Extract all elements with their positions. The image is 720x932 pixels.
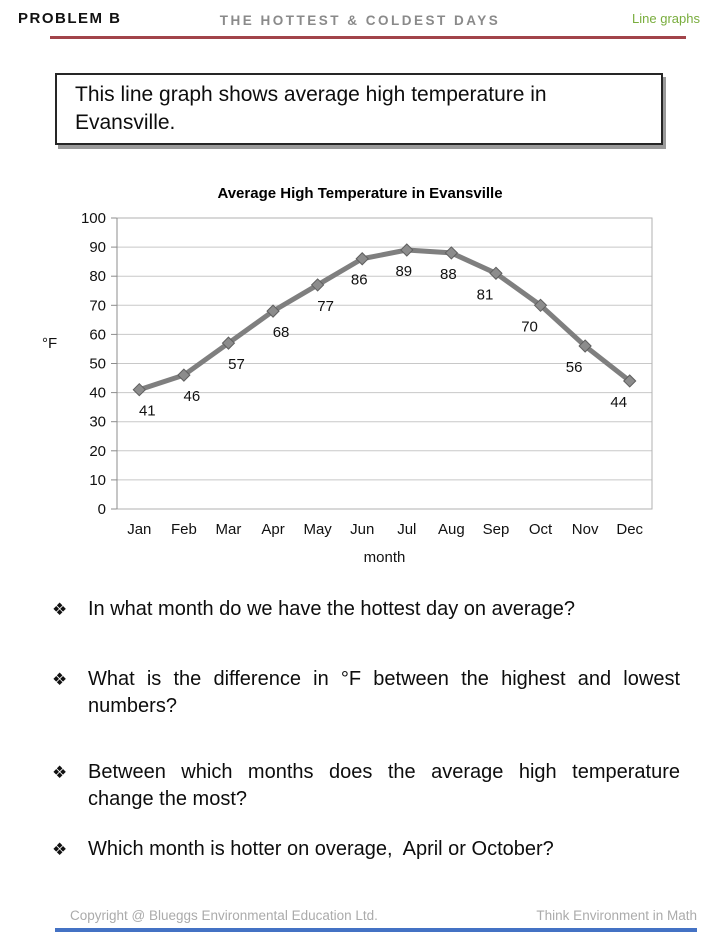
question-item	[40, 836, 680, 863]
header-rule	[50, 36, 686, 39]
svg-text:month: month	[363, 549, 406, 566]
question-item	[40, 759, 680, 813]
question-text: What is the difference in °F between the highest and lowest numbers?	[88, 668, 680, 717]
svg-text:30: 30	[89, 413, 106, 431]
svg-text:°F: °F	[42, 335, 58, 353]
question-list	[0, 596, 720, 863]
svg-text:10: 10	[89, 471, 106, 489]
svg-text:41: 41	[138, 402, 156, 420]
svg-text:Jul: Jul	[397, 521, 417, 538]
svg-text:89: 89	[395, 263, 413, 281]
svg-text:0: 0	[97, 501, 106, 518]
svg-text:Apr: Apr	[261, 521, 285, 538]
header-title: THE HOTTEST & COLDEST DAYS	[219, 13, 501, 28]
svg-text:May: May	[303, 521, 332, 538]
intro-box	[55, 73, 663, 145]
svg-text:Sep: Sep	[482, 521, 510, 538]
chart-area	[0, 173, 720, 573]
svg-text:68: 68	[272, 324, 290, 342]
problem-label: PROBLEM B	[18, 10, 122, 27]
bullet-diamond-icon: ❖	[52, 600, 68, 619]
page-footer	[0, 908, 720, 924]
svg-text:77: 77	[317, 297, 334, 315]
svg-text:Mar: Mar	[215, 521, 242, 538]
svg-text:Nov: Nov	[571, 521, 599, 538]
svg-text:Oct: Oct	[528, 521, 553, 538]
footer-slogan: Think Environment in Math	[536, 908, 697, 923]
svg-text:100: 100	[80, 210, 106, 227]
question-text: Which month is hotter on overage, April or October?	[88, 838, 554, 860]
svg-text:40: 40	[89, 384, 106, 402]
question-text: In what month do we have the hottest day on average?	[88, 598, 575, 620]
svg-text:90: 90	[89, 239, 106, 257]
intro-text: This line graph shows average high temperature in Evansville.	[75, 83, 547, 134]
svg-text:50: 50	[89, 355, 106, 373]
svg-text:Jun: Jun	[350, 521, 375, 538]
question-item	[40, 666, 680, 720]
svg-text:Jan: Jan	[127, 521, 152, 538]
bullet-diamond-icon: ❖	[52, 840, 68, 859]
svg-text:88: 88	[440, 265, 457, 283]
svg-text:70: 70	[89, 297, 106, 315]
bullet-diamond-icon: ❖	[52, 763, 68, 782]
header-tag: Line graphs	[632, 11, 700, 26]
svg-text:46: 46	[183, 388, 201, 406]
line-chart	[0, 173, 720, 573]
bullet-diamond-icon: ❖	[52, 670, 68, 689]
svg-text:57: 57	[228, 356, 245, 374]
question-text: Between which months does the average high temperature change the most?	[88, 761, 680, 810]
bottom-accent-bar	[55, 928, 697, 932]
svg-text:56: 56	[565, 359, 583, 377]
chart-title: Average High Temperature in Evansville	[217, 185, 503, 202]
svg-text:Aug: Aug	[438, 521, 465, 538]
question-item	[40, 596, 680, 623]
svg-text:20: 20	[89, 442, 106, 460]
footer-copyright: Copyright @ Blueggs Environmental Education Ltd.	[70, 908, 378, 923]
svg-text:60: 60	[89, 326, 106, 344]
svg-text:80: 80	[89, 268, 106, 286]
svg-text:86: 86	[350, 271, 368, 289]
svg-text:70: 70	[521, 318, 538, 336]
svg-text:Dec: Dec	[616, 521, 644, 538]
svg-text:81: 81	[476, 286, 494, 304]
page-header	[0, 0, 720, 40]
svg-text:44: 44	[610, 393, 628, 411]
svg-text:Feb: Feb	[170, 521, 197, 538]
